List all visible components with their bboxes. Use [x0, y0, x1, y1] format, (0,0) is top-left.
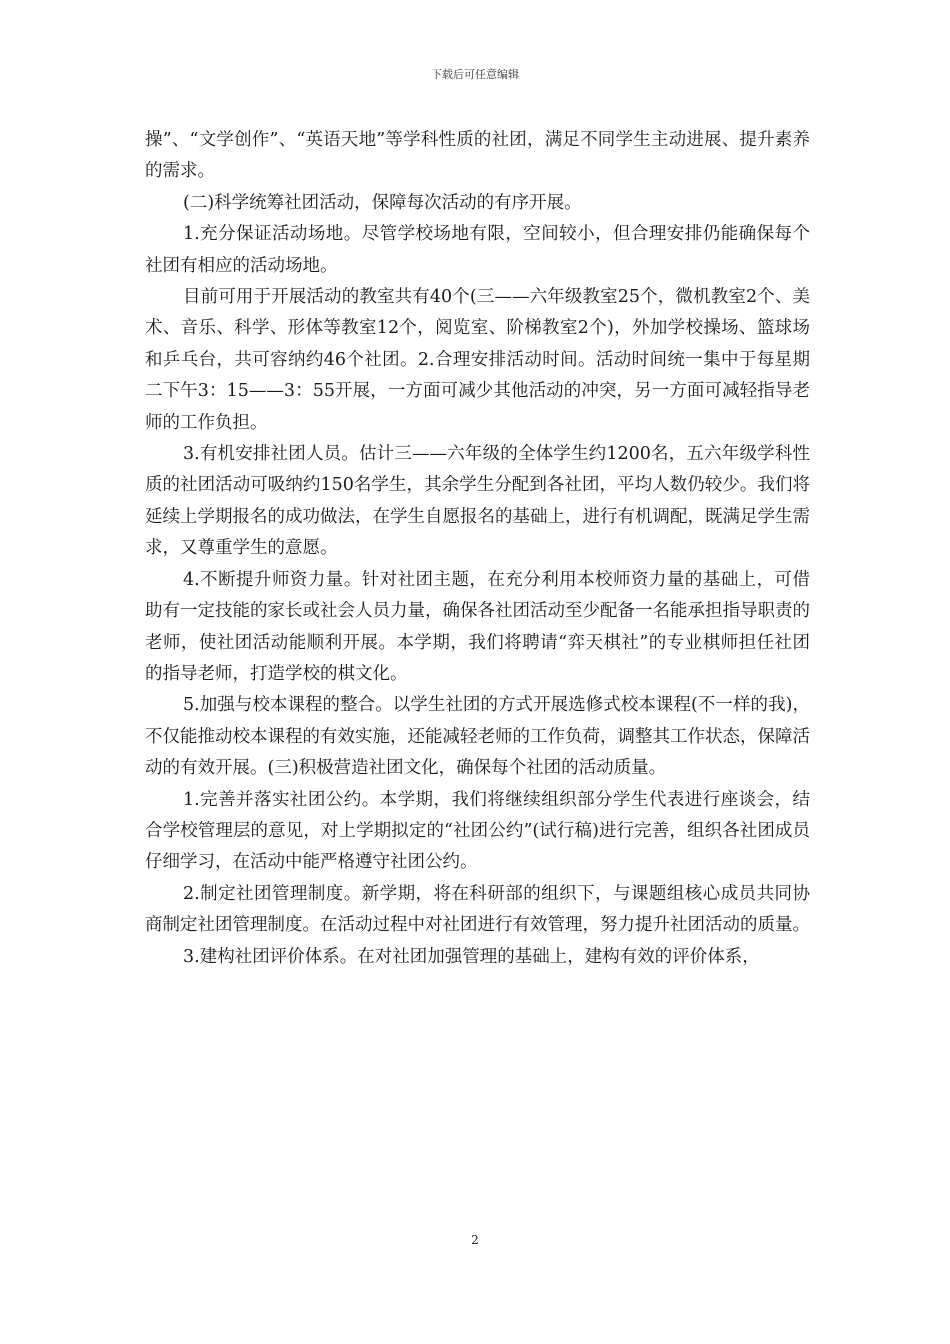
paragraph: 1.完善并落实社团公约。本学期，我们将继续组织部分学生代表进行座谈会，结合学校管理层的意见，对上学期拟定的“社团公约”(试行稿)进行完善，组织各社团成员仔细学习，在活动中能严格遵守社团公约。	[145, 789, 810, 873]
paragraph: 2.制定社团管理制度。新学期，将在科研部的组织下，与课题组核心成员共同协商制定社团管理制度。在活动过程中对社团进行有效管理，努力提升社团活动的质量。	[145, 883, 810, 936]
document-body	[145, 125, 810, 973]
paragraph: 1.充分保证活动场地。尽管学校场地有限，空间较小，但合理安排仍能确保每个社团有相应的活动场地。	[145, 224, 810, 276]
paragraph: 4.不断提升师资力量。针对社团主题，在充分利用本校师资力量的基础上，可借助有一定技能的家长或社会人员力量，确保各社团活动至少配备一名能承担指导职责的老师，使社团活动能顺利开展。本学期，我们将聘请“弈天棋社”的专业棋师担任社团的指导老师，打造学校的棋文化。	[145, 569, 810, 684]
paragraph: 3.建构社团评价体系。在对社团加强管理的基础上，建构有效的评价体系，	[183, 946, 760, 967]
paragraph: 目前可用于开展活动的教室共有40个(三——六年级教室25个，微机教室2个、美术、音乐、科学、形体等教室12个，阅览室、阶梯教室2个)，外加学校操场、篮球场和乒乓台，共可容纳约46个社团。2.合理安排活动时间。活动时间统一集中于每星期二下午3：15——3：55开展，一方面可减少其他活动的冲突，另一方面可减轻指导老师的工作负担。	[145, 287, 810, 433]
page-header: 下载后可任意编辑	[431, 68, 519, 81]
paragraph: 5.加强与校本课程的整合。以学生社团的方式开展选修式校本课程(不一样的我)，不仅能推动校本课程的有效实施，还能减轻老师的工作负荷，调整其工作状态，保障活动的有效开展。(三)积极营造社团文化，确保每个社团的活动质量。	[145, 695, 810, 779]
paragraph: 操”、“文学创作”、“英语天地”等学科性质的社团，满足不同学生主动进展、提升素养的需求。	[145, 130, 810, 182]
section-heading: (二)科学统筹社团活动，保障每次活动的有序开展。	[183, 192, 582, 213]
page-number: 2	[471, 1233, 479, 1247]
paragraph: 3.有机安排社团人员。估计三——六年级的全体学生约1200名，五六年级学科性质的社团活动可吸纳约150名学生，其余学生分配到各社团，平均人数仍较少。我们将延续上学期报名的成功做法，在学生自愿报名的基础上，进行有机调配，既满足学生需求，又尊重学生的意愿。	[145, 444, 810, 559]
